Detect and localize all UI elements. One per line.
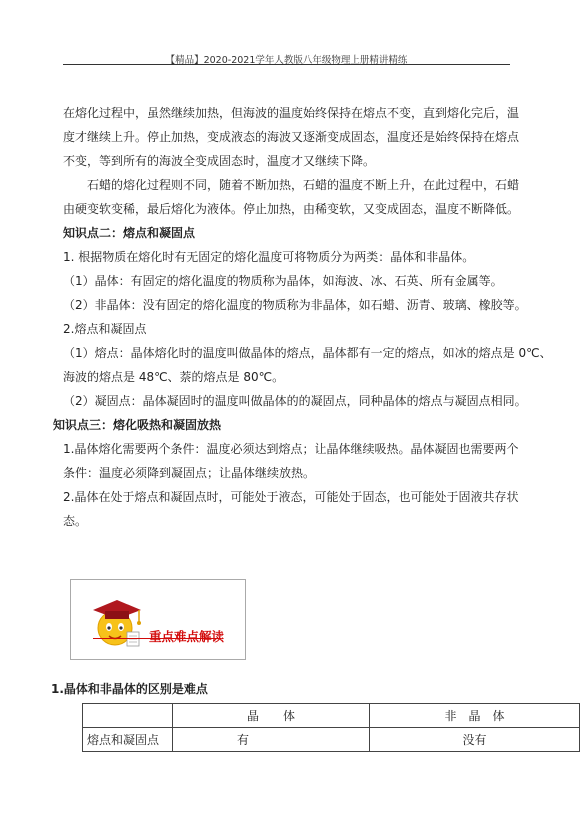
table-header-cell: 晶 体 <box>173 704 370 728</box>
banner-title: 重点难点解读 <box>149 629 225 644</box>
graduate-emoji-icon <box>87 588 145 654</box>
paragraph-line: 度才继续上升。停止加热，变成液态的海波又逐渐变成固态，温度还是始终保持在熔点 <box>63 130 520 144</box>
paragraph-line: 态。 <box>63 514 88 528</box>
paragraph-line: 不变，等到所有的海波全变成固态时，温度才又继续下降。 <box>63 154 376 168</box>
table-cell: 有 <box>173 728 370 752</box>
paragraph-line: （2）凝固点：晶体凝固时的温度叫做晶体的的凝固点，同种晶体的熔点与凝固点相同。 <box>63 394 527 408</box>
paragraph-line: 条件：温度必须降到凝固点；让晶体继续放热。 <box>63 466 316 480</box>
paragraph-line: 在熔化过程中，虽然继续加热，但海波的温度始终保持在熔点不变，直到熔化完后，温 <box>63 106 520 120</box>
table-row <box>83 728 580 752</box>
table-header-cell <box>83 704 173 728</box>
table-header-row <box>83 704 580 728</box>
paragraph-line: （2）非晶体：没有固定的熔化温度的物质称为非晶体，如石蜡、沥青、玻璃、橡胶等。 <box>63 298 527 312</box>
knowledge-point-2-title: 知识点二：熔点和凝固点 <box>63 226 196 240</box>
paragraph-line: 石蜡的熔化过程则不同，随着不断加热，石蜡的温度不断上升，在此过程中，石蜡 <box>87 178 520 192</box>
table-header-cell: 非 晶 体 <box>370 704 580 728</box>
paragraph-line: 海波的熔点是 48℃、萘的熔点是 80℃。 <box>63 370 285 384</box>
header-divider <box>63 64 510 65</box>
paragraph-line: 2.晶体在处于熔点和凝固点时，可能处于液态，可能处于固态，也可能处于固液共存状 <box>63 490 519 504</box>
comparison-table <box>82 703 580 752</box>
section-title: 1.晶体和非晶体的区别是难点 <box>51 682 208 696</box>
knowledge-point-3-title: 知识点三：熔化吸热和凝固放热 <box>53 418 222 432</box>
key-points-banner <box>70 579 246 660</box>
paragraph-line: （1）熔点：晶体熔化时的温度叫做晶体的熔点，晶体都有一定的熔点，如冰的熔点是 0℃、 <box>63 346 552 360</box>
paragraph-line: 2.熔点和凝固点 <box>63 322 147 336</box>
table-cell: 没有 <box>370 728 580 752</box>
paragraph-line: 1.晶体熔化需要两个条件：温度必须达到熔点；让晶体继续吸热。晶体凝固也需要两个 <box>63 442 519 456</box>
paragraph-line: 1. 根据物质在熔化时有无固定的熔化温度可将物质分为两类：晶体和非晶体。 <box>63 250 475 264</box>
paragraph-line: 由硬变软变稀，最后熔化为液体。停止加热，由稀变软，又变成固态，温度不断降低。 <box>63 202 520 216</box>
main-content <box>53 101 552 533</box>
page-header: 【精品】2020-2021学年人教版八年级物理上册精讲精练 <box>165 55 408 66</box>
table-cell: 熔点和凝固点 <box>83 728 173 752</box>
paragraph-line: （1）晶体：有固定的熔化温度的物质称为晶体，如海波、冰、石英、所有金属等。 <box>63 274 503 288</box>
